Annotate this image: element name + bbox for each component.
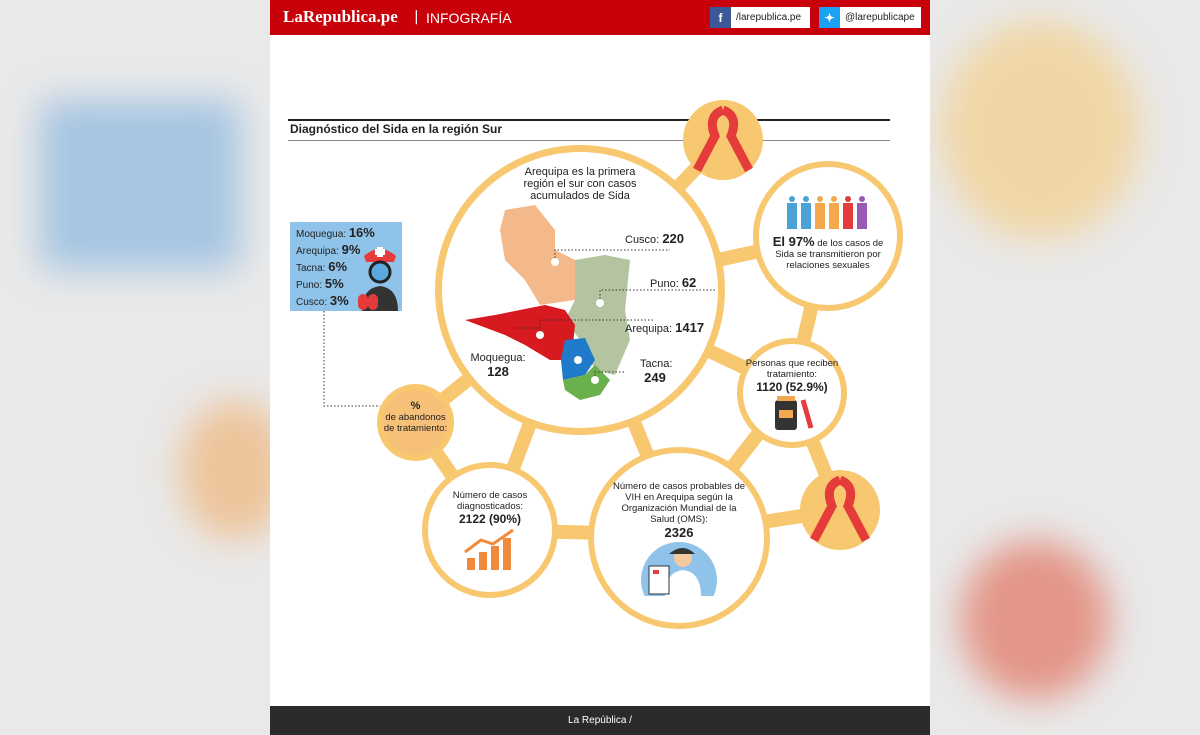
people-icon <box>786 195 870 229</box>
growth-chart-icon <box>463 526 517 570</box>
treatment-circle <box>737 338 847 448</box>
doctor-icon <box>639 540 719 596</box>
ribbon-circle-bottom <box>800 470 880 550</box>
twitter-icon: ✦ <box>819 7 840 28</box>
map-caption: Arequipa es la primera región el sur con casos acumulados de Sida <box>523 166 637 202</box>
divider: | <box>414 9 419 25</box>
abandon-pct: % <box>410 400 421 412</box>
section-label[interactable]: INFOGRAFÍA <box>426 10 512 26</box>
aids-ribbon-icon <box>689 106 757 174</box>
aids-ribbon-icon <box>806 476 874 544</box>
nurse-icon <box>358 242 402 311</box>
twitter-handle: @larepublicape <box>845 12 915 23</box>
list-item: Puno: 5% <box>296 276 344 291</box>
facebook-icon: f <box>710 7 731 28</box>
map-label-moquegua: Moquegua: 128 <box>470 352 526 379</box>
facebook-handle: /larepublica.pe <box>736 12 802 23</box>
diagnosed-value: 2122 (90%) <box>458 512 522 526</box>
abandon-label: de abandonos de tratamiento: <box>383 412 448 434</box>
ribbon-circle-top <box>683 100 763 180</box>
logo[interactable]: LaRepublica.pe <box>283 7 398 26</box>
footer: La República / <box>270 706 930 735</box>
oms-label: Número de casos probables de VIH en Arequipa según la Organización Mundial de la Salud (OMS): <box>612 481 746 525</box>
page-title: Diagnóstico del Sida en la región Sur <box>290 122 503 136</box>
abandon-circle <box>377 384 454 461</box>
map-region-cusco <box>500 205 575 305</box>
diagnosed-circle <box>422 462 558 598</box>
map-label-puno: Puno: 62 <box>650 275 697 290</box>
transmission-circle <box>753 161 903 311</box>
treatment-label: Personas que reciben tratamiento: <box>745 358 839 380</box>
list-item: Tacna: 6% <box>296 259 348 274</box>
abandon-box <box>290 222 402 311</box>
medicine-icon <box>767 394 817 430</box>
map-label-cusco: Cusco: 220 <box>625 231 685 246</box>
diagnosed-label: Número de casos diagnosticados: <box>452 490 528 512</box>
oms-circle <box>588 447 770 629</box>
oms-value: 2326 <box>664 525 694 540</box>
list-item: Cusco: 3% <box>296 293 349 308</box>
list-item: Moquegua: 16% <box>296 225 375 240</box>
list-item: Arequipa: 9% <box>296 242 361 257</box>
infographic <box>270 0 930 735</box>
map-label-tacna: Tacna: 249 <box>640 358 673 385</box>
map-label-arequipa: Arequipa: 1417 <box>625 320 705 335</box>
treatment-value: 1120 (52.9%) <box>756 380 828 394</box>
transmission-text: El 97% de los casos de Sida se transmitieron por relaciones sexuales <box>772 234 884 271</box>
